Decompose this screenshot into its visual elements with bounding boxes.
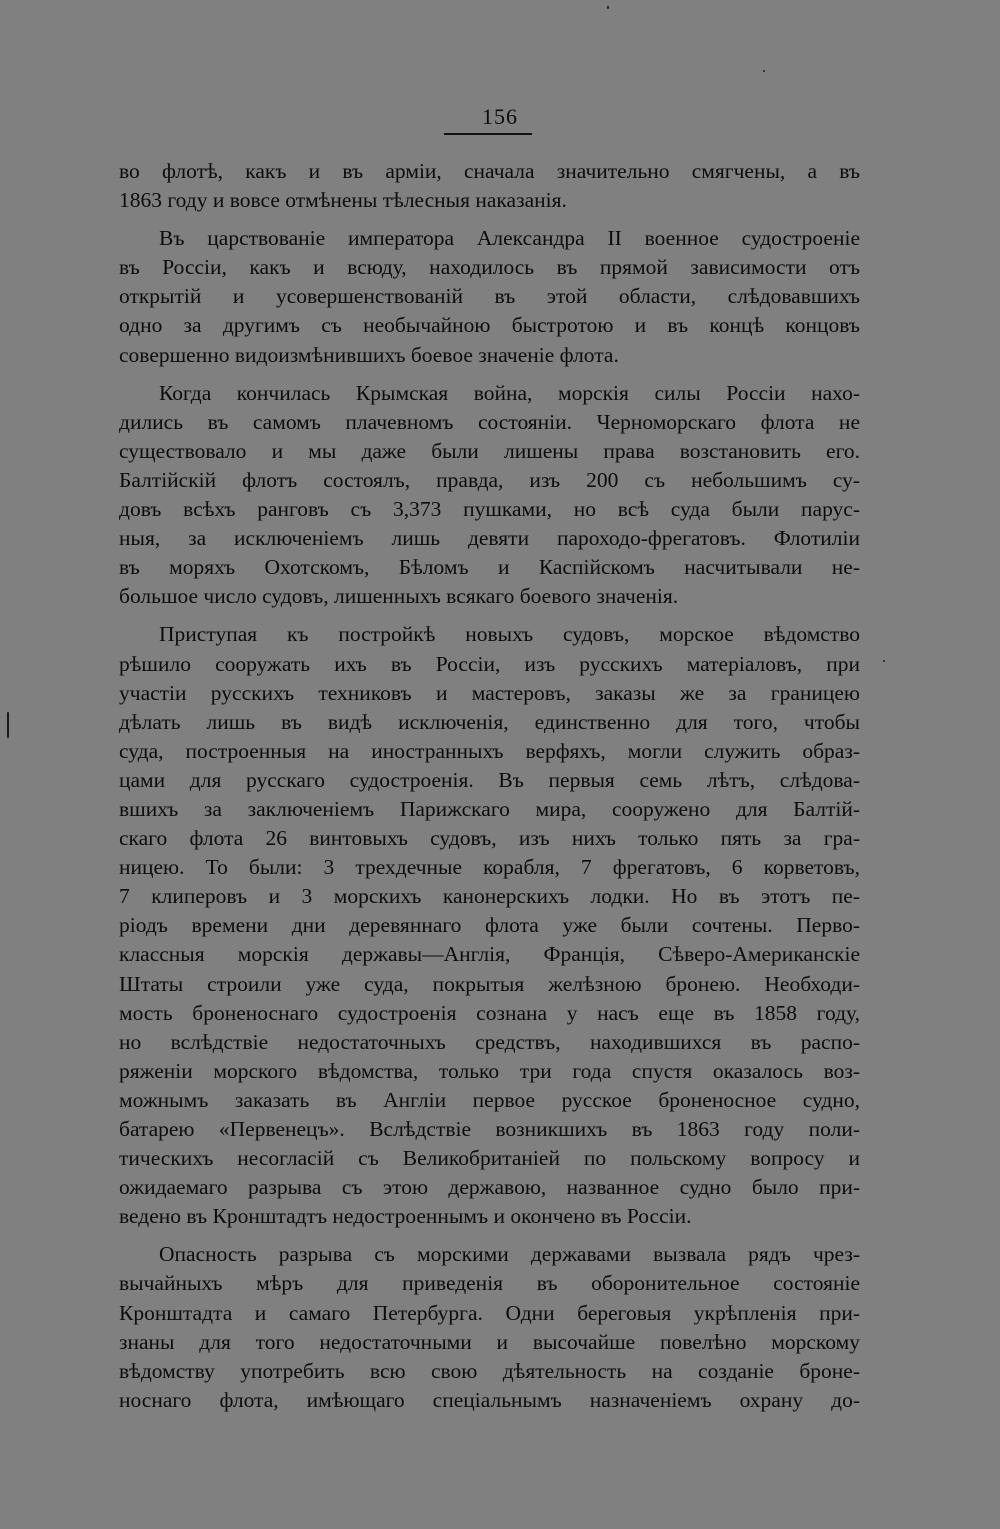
text-line: тическихъ несогласій съ Великобританіей по польскому вопросу и — [119, 1146, 860, 1171]
text-line: въ Россіи, какъ и всюду, находилось въ прямой зависимости отъ — [119, 255, 860, 280]
text-line: рѣшило сооружать ихъ въ Россіи, изъ русскихъ матеріаловъ, при — [119, 651, 860, 676]
scan-speck — [607, 6, 609, 9]
text-line: знаны для того недостаточными и высочайше повелѣно морскому — [119, 1329, 860, 1354]
text-line: ряженіи морского вѣдомства, только три года спустя оказалось воз- — [119, 1058, 860, 1083]
text-line: мость броненоснаго судостроенія сознана у насъ еще въ 1858 году, — [119, 1000, 860, 1025]
text-line: совершенно видоизмѣнившихъ боевое значеніе флота. — [119, 342, 619, 367]
paragraph — [119, 1240, 860, 1415]
text-line: Когда кончилась Крымская война, морскія силы Россіи нахо- — [159, 380, 860, 405]
text-line: Въ царствованіе императора Александра II военное судостроеніе — [159, 226, 860, 251]
text-line: во флотѣ, какъ и въ арміи, сначала значительно смягчены, а въ — [119, 159, 860, 183]
text-line: Приступая къ постройкѣ новыхъ судовъ, морское вѣдомство — [159, 622, 860, 647]
page-number-rule — [444, 133, 532, 135]
text-line: ницею. То были: 3 трехдечные корабля, 7 фрегатовъ, 6 корветовъ, — [119, 855, 860, 880]
scan-speck — [763, 70, 765, 72]
text-line: Штаты строили уже суда, покрытыя желѣзною бронею. Необходи- — [119, 971, 860, 996]
text-line: дѣлать лишь въ видѣ исключенія, единственно для того, чтобы — [119, 709, 860, 734]
text-line: ведено въ Кронштадтъ недостроеннымъ и окончено въ Россіи. — [119, 1204, 692, 1229]
paragraph — [119, 379, 860, 612]
body-text — [119, 157, 860, 1424]
text-line: носнаго флота, имѣющаго спеціальнымъ назначеніемъ охрану до- — [119, 1387, 860, 1412]
page-number: 156 — [482, 104, 518, 129]
scan-speck — [7, 712, 9, 738]
text-line: открытій и усовершенствованій въ этой области, слѣдовавшихъ — [119, 284, 860, 309]
paragraph — [119, 157, 860, 215]
text-line: скаго флота 26 винтовыхъ судовъ, изъ нихъ только пять за гра- — [119, 826, 860, 851]
text-line: батарею «Первенецъ». Вслѣдствіе возникшихъ въ 1863 году поли- — [119, 1117, 860, 1141]
text-line: суда, построенныя на иностранныхъ верфяхъ, могли служить образ- — [119, 738, 860, 763]
text-line: вѣдомству употребить всю свою дѣятельность на созданіе броне- — [119, 1358, 860, 1383]
text-line: одно за другимъ съ необычайною быстротою и въ концѣ концовъ — [119, 313, 860, 338]
text-line: классныя морскія державы—Англія, Франція, Сѣверо-Американскіе — [119, 942, 860, 967]
text-line: большое число судовъ, лишенныхъ всякаго боевого значенія. — [119, 584, 679, 609]
text-line: участіи русскихъ техниковъ и мастеровъ, заказы же за границею — [119, 680, 860, 705]
text-line: ожидаемаго разрыва съ этою державою, названное судно было при- — [119, 1175, 860, 1200]
paragraph — [119, 224, 860, 369]
text-line: дились въ самомъ плачевномъ состояніи. Черноморскаго флота не — [119, 409, 860, 434]
text-line: довъ всѣхъ ранговъ съ 3,373 пушками, но всѣ суда были парус- — [119, 497, 860, 522]
text-line: цами для русскаго судостроенія. Въ первыя семь лѣтъ, слѣдова- — [119, 767, 860, 792]
text-line: существовало и мы даже были лишены права возстановить его. — [119, 438, 860, 463]
text-line: 1863 году и вовсе отмѣнены тѣлесныя наказанія. — [119, 188, 567, 213]
text-line: въ моряхъ Охотскомъ, Бѣломъ и Каспійскомъ насчитывали не- — [119, 555, 860, 580]
text-line: ныя, за исключеніемъ лишь девяти пароходо-фрегатовъ. Флотиліи — [119, 526, 860, 551]
text-line: вшихъ за заключеніемъ Парижскаго мира, сооружено для Балтій- — [119, 796, 860, 821]
paragraph — [119, 620, 860, 1231]
text-line: 7 клиперовъ и 3 морскихъ канонерскихъ лодки. Но въ этотъ пе- — [119, 884, 860, 909]
text-line: можнымъ заказать въ Англіи первое русское броненосное судно, — [119, 1087, 860, 1112]
text-line: Балтійскій флотъ состоялъ, правда, изъ 200 съ небольшимъ су- — [119, 467, 860, 492]
text-line: Кронштадта и самаго Петербурга. Одни береговыя укрѣпленія при- — [119, 1300, 860, 1325]
text-line: ріодъ времени дни деревяннаго флота уже были сочтены. Перво- — [119, 913, 860, 938]
text-line: но вслѣдствіе недостаточныхъ средствъ, находившихся въ распо- — [119, 1029, 860, 1054]
text-line: вычайныхъ мѣръ для приведенія въ оборонительное состояніе — [119, 1271, 860, 1296]
text-line: Опасность разрыва съ морскими державами вызвала рядъ чрез- — [159, 1242, 860, 1267]
scan-speck — [883, 660, 885, 662]
